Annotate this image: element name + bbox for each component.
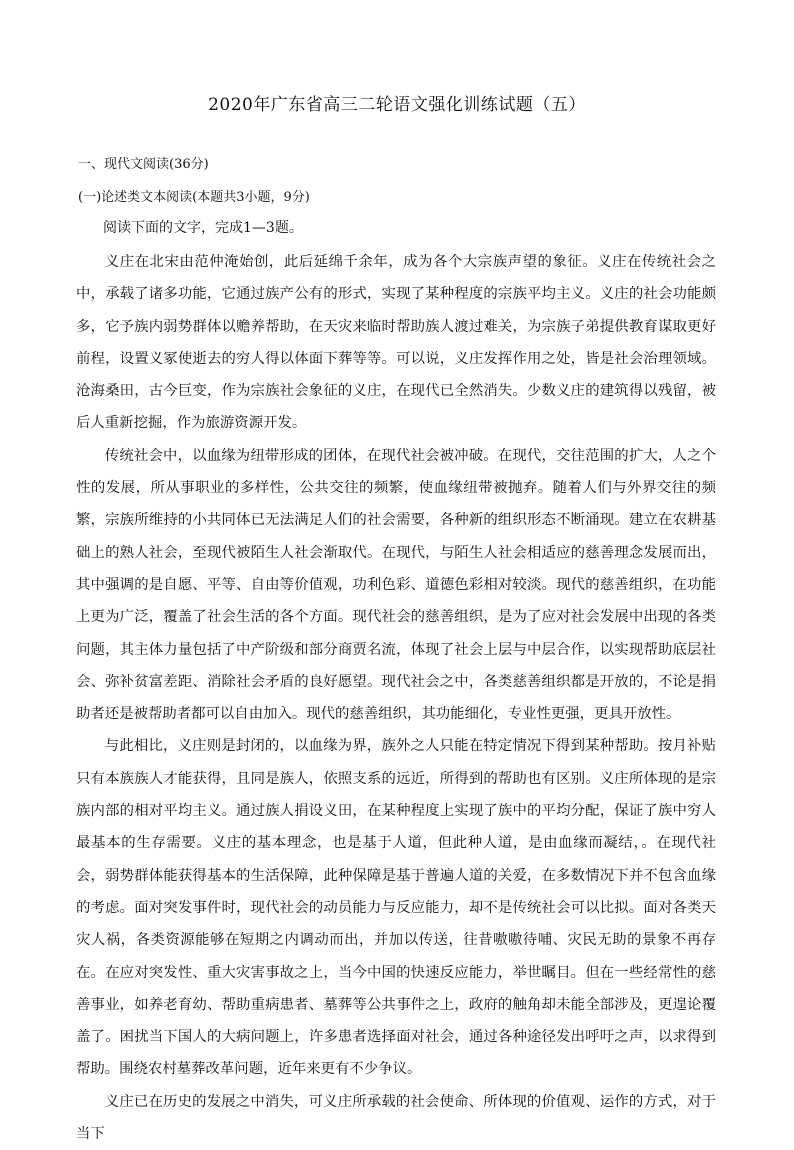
passage-paragraph: 义庄已在历史的发展之中消失，可义庄所承载的社会使命、所体现的价值观、运作的方式，对于当下 xyxy=(76,1093,716,1143)
section-heading: 一、现代文阅读(36分) xyxy=(78,157,209,172)
reading-instruction: 阅读下面的文字，完成1—3题。 xyxy=(103,220,303,236)
document-title: 2020年广东省高三二轮语文强化训练试题（五） xyxy=(208,95,586,115)
passage-paragraph: 与此相比，义庄则是封闭的，以血缘为界，族外之人只能在特定情况下得到某种帮助。按月补贴只有本族族人才能获得，且同是族人，依照支系的远近，所得到的帮助也有区别。义庄所体现的是宗族内部的相对平均主义。通过族人捐设义田，在某种程度上实现了族中的平均分配，保证了族中穷人最基本的生存需要。义庄的基本理念，也是基于人道，但此种人道，是由血缘而凝结，。在现代社会，弱势群体能获得基本的生活保障，此种保障是基于普遍人道的关爱，在多数情况下并不包含血缘的考虑。面对突发事件时，现代社会的动员能力与反应能力，却不是传统社会可以比拟。面对各类天灾人祸，各类资源能够在短期之内调动而出，并加以传送，往昔嗷嗷待哺、灾民无助的景象不再存在。在应对突发性、重大灾害事故之上，当今中国的快速反应能力，举世瞩目。但在一些经常性的慈善事业，如养老育幼、帮助重病患者、墓葬等公共事件之上，政府的触角却未能全部涉及，更遑论覆盖了。困扰当下国人的大病问题上，许多患者选择面对社会，通过各种途径发出呼吁之声，以求得到帮助。围绕农村墓葬改革问题，近年来更有不少争议。 xyxy=(76,738,716,1078)
passage-body xyxy=(76,246,716,1150)
passage-paragraph: 传统社会中，以血缘为纽带形成的团体，在现代社会被冲破。在现代，交往范围的扩大，人之个性的发展，所从事职业的多样性，公共交往的频繁，使血缘纽带被抛弃。随着人们与外界交往的频繁，宗族所维持的小共同体已无法满足人们的社会需要，各种新的组织形态不断涌现。建立在农耕基础上的熟人社会，至现代被陌生人社会渐取代。在现代，与陌生人社会相适应的慈善理念发展而出，其中强调的是自愿、平等、自由等价值观，功利色彩、道德色彩相对较淡。现代的慈善组织，在功能上更为广泛，覆盖了社会生活的各个方面。现代社会的慈善组织，是为了应对社会发展中出现的各类问题，其主体力量包括了中产阶级和部分商贾名流，体现了社会上层与中层合作，以实现帮助底层社会、弥补贫富差距、消除社会矛盾的良好愿望。现代社会之中，各类慈善组织都是开放的，不论是捐助者还是被帮助者都可以自由加入。现代的慈善组织，其功能细化，专业性更强，更具开放性。 xyxy=(76,447,716,723)
passage-paragraph: 义庄在北宋由范仲淹始创，此后延绵千余年，成为各个大宗族声望的象征。义庄在传统社会之中，承载了诸多功能，它通过族产公有的形式，实现了某种程度的宗族平均主义。义庄的社会功能颇多，它予族内弱势群体以赡养帮助，在天灾来临时帮助族人渡过难关，为宗族子弟提供教育谋取更好前程，设置义冢使逝去的穷人得以体面下葬等等。可以说，义庄发挥作用之处，皆是社会治理领域。沧海桑田，古今巨变，作为宗族社会象征的义庄，在现代已全然消失。少数义庄的建筑得以残留，被后人重新挖掘，作为旅游资源开发。 xyxy=(76,254,716,432)
subsection-heading: (一)论述类文本阅读(本题共3小题，9分) xyxy=(78,190,310,205)
